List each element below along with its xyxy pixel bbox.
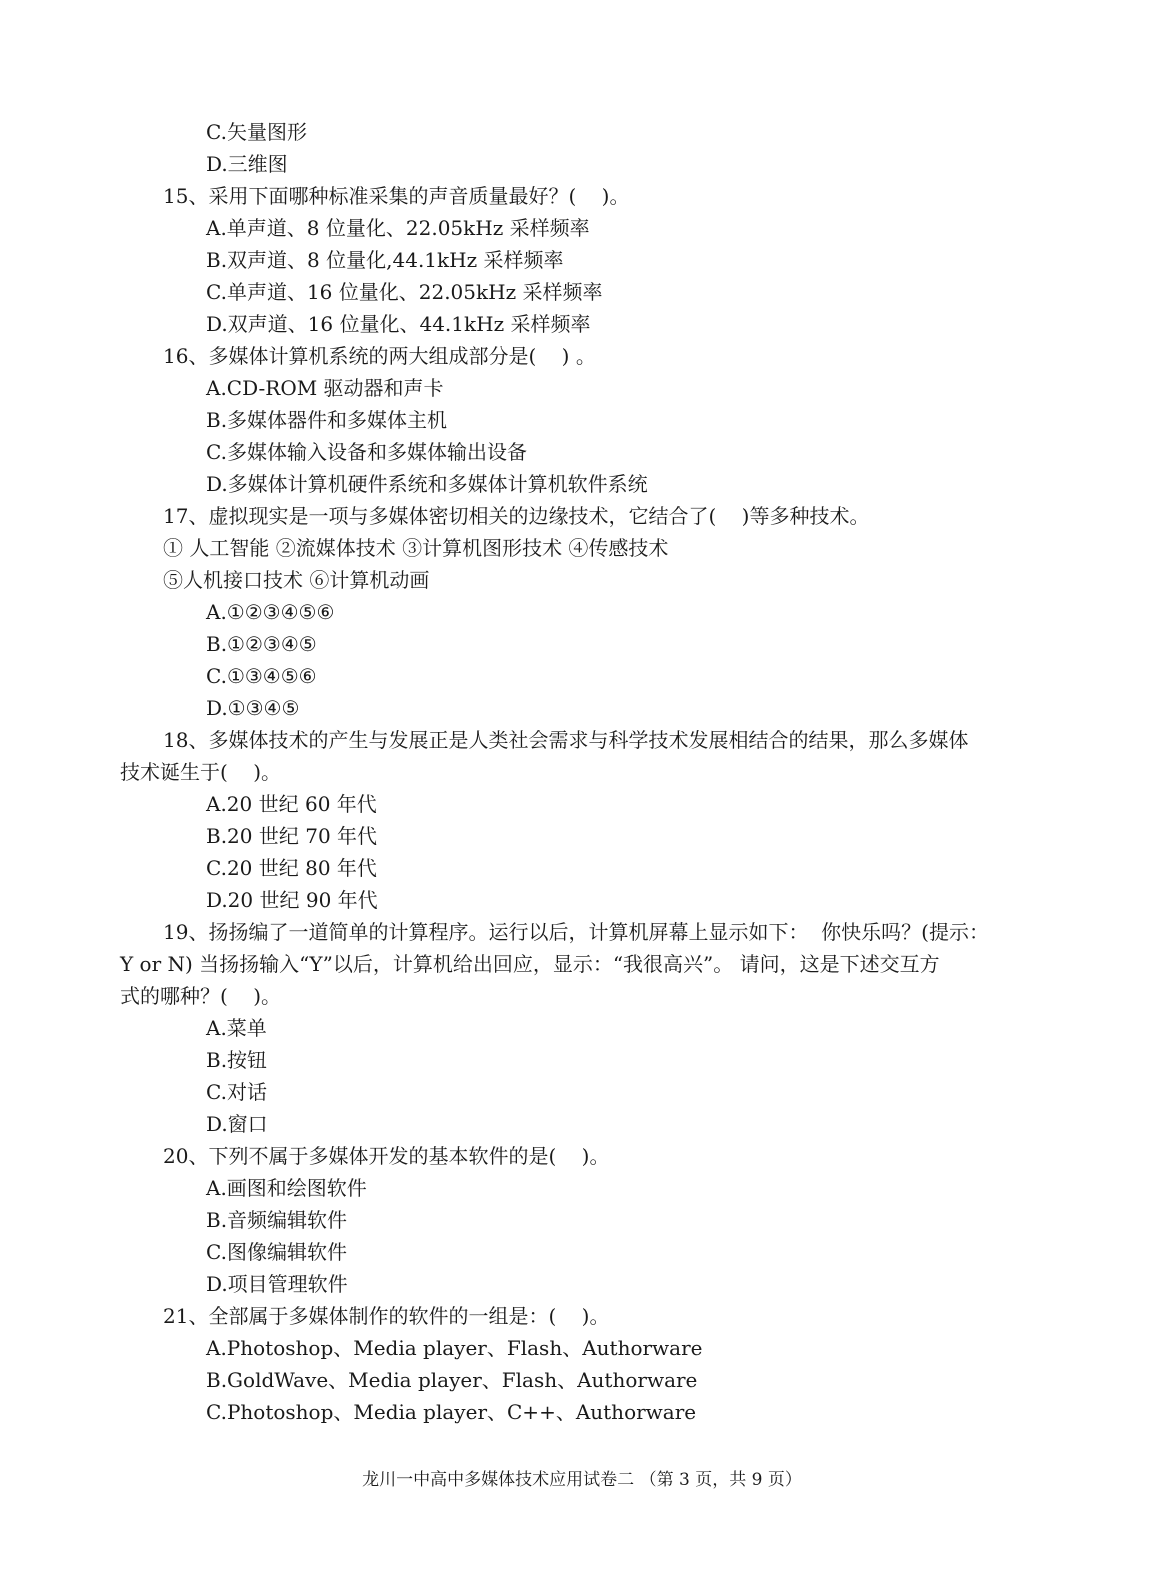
q20-option-d: D.项目管理软件 bbox=[206, 1272, 348, 1296]
q16-option-c: C.多媒体输入设备和多媒体输出设备 bbox=[206, 440, 527, 464]
question-19-cont-1: Y or N) 当扬扬输入“Y”以后，计算机给出回应，显示：“我很高兴”。 请问，这是下述交互方 bbox=[120, 952, 940, 976]
q14-option-d: D.三维图 bbox=[206, 152, 288, 176]
page-footer: 龙川一中高中多媒体技术应用试卷二 （第 3 页，共 9 页） bbox=[362, 1470, 802, 1490]
question-21: 21、全部属于多媒体制作的软件的一组是：( )。 bbox=[163, 1304, 610, 1328]
q21-option-a: A.Photoshop、Media player、Flash、Authorware bbox=[206, 1336, 703, 1360]
q17-option-c: C.①③④⑤⑥ bbox=[206, 664, 317, 688]
q20-option-c: C.图像编辑软件 bbox=[206, 1240, 347, 1264]
question-15: 15、采用下面哪种标准采集的声音质量最好？( )。 bbox=[163, 184, 630, 208]
q17-option-d: D.①③④⑤ bbox=[206, 696, 300, 720]
question-20: 20、下列不属于多媒体开发的基本软件的是( )。 bbox=[163, 1144, 610, 1168]
q17-option-b: B.①②③④⑤ bbox=[206, 632, 317, 656]
q16-option-d: D.多媒体计算机硬件系统和多媒体计算机软件系统 bbox=[206, 472, 648, 496]
q16-option-b: B.多媒体器件和多媒体主机 bbox=[206, 408, 448, 432]
question-17: 17、虚拟现实是一项与多媒体密切相关的边缘技术，它结合了( )等多种技术。 bbox=[163, 504, 870, 528]
q18-option-d: D.20 世纪 90 年代 bbox=[206, 888, 378, 912]
q19-option-c: C.对话 bbox=[206, 1080, 267, 1104]
question-19-cont-2: 式的哪种？( )。 bbox=[120, 984, 282, 1008]
q19-option-b: B.按钮 bbox=[206, 1048, 268, 1072]
q21-option-b: B.GoldWave、Media player、Flash、Authorware bbox=[206, 1368, 698, 1392]
q20-option-a: A.画图和绘图软件 bbox=[206, 1176, 367, 1200]
question-19: 19、扬扬编了一道简单的计算程序。运行以后，计算机屏幕上显示如下： 你快乐吗？(提示： bbox=[163, 920, 989, 944]
q16-option-a: A.CD-ROM 驱动器和声卡 bbox=[206, 376, 444, 400]
question-16: 16、多媒体计算机系统的两大组成部分是( ) 。 bbox=[163, 344, 596, 368]
q17-items-1: ① 人工智能 ②流媒体技术 ③计算机图形技术 ④传感技术 bbox=[163, 536, 669, 560]
q15-option-b: B.双声道、8 位量化,44.1kHz 采样频率 bbox=[206, 248, 564, 272]
q17-items-2: ⑤人机接口技术 ⑥计算机动画 bbox=[163, 568, 430, 592]
q15-option-a: A.单声道、8 位量化、22.05kHz 采样频率 bbox=[206, 216, 590, 240]
q18-option-a: A.20 世纪 60 年代 bbox=[206, 792, 377, 816]
q14-option-c: C.矢量图形 bbox=[206, 120, 307, 144]
q19-option-a: A.菜单 bbox=[206, 1016, 267, 1040]
question-18: 18、多媒体技术的产生与发展正是人类社会需求与科学技术发展相结合的结果，那么多媒体 bbox=[163, 728, 969, 752]
q15-option-c: C.单声道、16 位量化、22.05kHz 采样频率 bbox=[206, 280, 603, 304]
q15-option-d: D.双声道、16 位量化、44.1kHz 采样频率 bbox=[206, 312, 591, 336]
q18-option-c: C.20 世纪 80 年代 bbox=[206, 856, 377, 880]
question-18-cont: 技术诞生于( )。 bbox=[120, 760, 282, 784]
q19-option-d: D.窗口 bbox=[206, 1112, 268, 1136]
q18-option-b: B.20 世纪 70 年代 bbox=[206, 824, 378, 848]
q17-option-a: A.①②③④⑤⑥ bbox=[206, 600, 335, 624]
q20-option-b: B.音频编辑软件 bbox=[206, 1208, 348, 1232]
q21-option-c: C.Photoshop、Media player、C++、Authorware bbox=[206, 1400, 697, 1424]
